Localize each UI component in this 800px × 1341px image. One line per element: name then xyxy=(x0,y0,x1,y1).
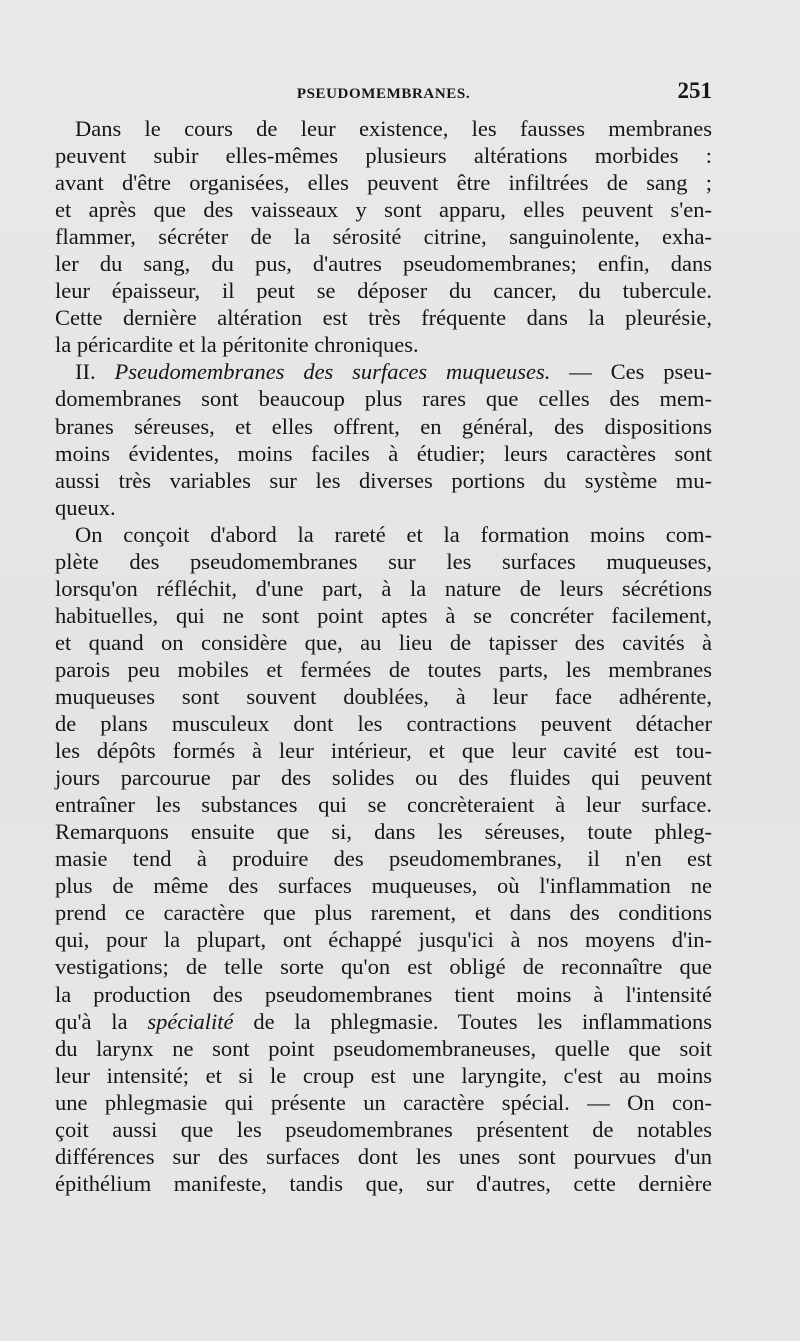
text-line: masie tend à produire des pseudomembranes, il n'en est xyxy=(55,846,712,872)
page-number: 251 xyxy=(677,78,712,103)
text-line: vestigations; de telle sorte qu'on est obligé de reconnaître que xyxy=(55,954,712,980)
text-line: moins évidentes, moins faciles à étudier; leurs caractères sont xyxy=(55,440,712,466)
text-line: et quand on considère que, au lieu de tapisser des cavités à xyxy=(55,629,712,655)
text-line: la péricardite et la péritonite chroniques. xyxy=(55,332,419,358)
text-line: leur épaisseur, il peut se déposer du cancer, du tubercule. xyxy=(55,278,712,304)
text-line: de plans musculeux dont les contractions peuvent détacher xyxy=(55,711,712,737)
body-text xyxy=(55,115,712,1197)
text-line: Dans le cours de leur existence, les fausses membranes xyxy=(75,116,712,141)
text-line: peuvent subir elles-mêmes plusieurs altérations morbides : xyxy=(55,143,712,169)
text-line: plus de même des surfaces muqueuses, où l'inflammation ne xyxy=(55,873,712,899)
text-line: lorsqu'on réfléchit, d'une part, à la nature de leurs sécrétions xyxy=(55,575,712,601)
text-fragment: — Ces pseu- xyxy=(550,359,712,385)
text-line: leur intensité; et si le croup est une laryngite, c'est au moins xyxy=(55,1062,712,1088)
text-line: queux. xyxy=(55,494,116,520)
text-line: domembranes sont beaucoup plus rares que celles des mem- xyxy=(55,386,712,412)
text-line: la production des pseudomembranes tient moins à l'intensité xyxy=(55,981,712,1007)
text-line: jours parcourue par des solides ou des fluides qui peuvent xyxy=(55,765,712,791)
text-line xyxy=(55,358,712,385)
text-line: du larynx ne sont point pseudomembraneuses, quelle que soit xyxy=(55,1035,712,1061)
paragraph-3 xyxy=(55,521,712,1197)
text-line: çoit aussi que les pseudomembranes présentent de notables xyxy=(55,1116,712,1142)
text-fragment: qu'à la xyxy=(55,1008,148,1034)
text-line: plète des pseudomembranes sur les surfaces muqueuses, xyxy=(55,548,712,574)
text-line: prend ce caractère que plus rarement, et dans des conditions xyxy=(55,900,712,926)
paragraph-2 xyxy=(55,358,712,520)
text-line: Cette dernière altération est très fréquente dans la pleurésie, xyxy=(55,305,712,331)
running-head: PSEUDOMEMBRANES. xyxy=(296,86,471,102)
text-line: muqueuses sont souvent doublées, à leur face adhérente, xyxy=(55,683,712,709)
text-line: flammer, sécréter de la sérosité citrine, sanguinolente, exha- xyxy=(55,224,712,250)
text-line xyxy=(55,1008,712,1035)
text-line: épithélium manifeste, tandis que, sur d'autres, cette dernière xyxy=(55,1170,712,1196)
text-fragment: de la phlegmasie. Toutes les inflammations xyxy=(233,1008,712,1034)
text-line: Remarquons ensuite que si, dans les séreuses, toute phleg- xyxy=(55,819,712,845)
text-line: avant d'être organisées, elles peuvent être infiltrées de sang ; xyxy=(55,170,712,196)
text-line: branes séreuses, et elles offrent, en général, des dispositions xyxy=(55,413,712,439)
text-line: une phlegmasie qui présente un caractère spécial. — On con- xyxy=(55,1089,712,1115)
emphasis-text: spécialité xyxy=(147,1008,234,1034)
text-line: On conçoit d'abord la rareté et la formation moins com- xyxy=(75,521,712,547)
text-line: entraîner les substances qui se concrèteraient à leur surface. xyxy=(55,792,712,818)
paragraph-1 xyxy=(55,115,712,358)
text-line: habituelles, qui ne sont point aptes à se concréter facilement, xyxy=(55,602,712,628)
text-line: qui, pour la plupart, ont échappé jusqu'ici à nos moyens d'in- xyxy=(55,927,712,953)
text-line: les dépôts formés à leur intérieur, et que leur cavité est tou- xyxy=(55,738,712,764)
page-header xyxy=(55,78,712,110)
text-line: aussi très variables sur les diverses portions du système mu- xyxy=(55,467,712,493)
text-line: et après que des vaisseaux y sont apparu, elles peuvent s'en- xyxy=(55,197,712,223)
text-line: parois peu mobiles et fermées de toutes parts, les membranes xyxy=(55,656,712,682)
text-line: ler du sang, du pus, d'autres pseudomembranes; enfin, dans xyxy=(55,251,712,277)
text-line: différences sur des surfaces dont les unes sont pourvues d'un xyxy=(55,1143,712,1169)
section-number: II. xyxy=(75,359,115,385)
section-title: Pseudomembranes des surfaces muqueuses. xyxy=(114,359,551,385)
